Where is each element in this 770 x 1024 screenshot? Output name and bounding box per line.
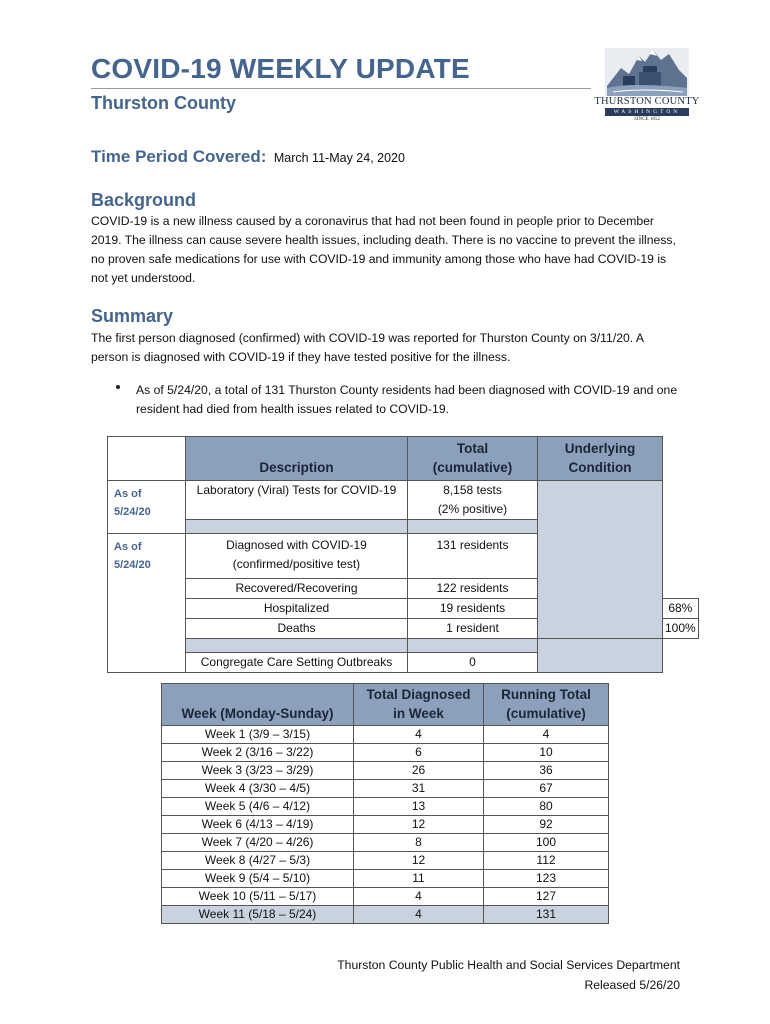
- as-of-label: [108, 481, 186, 534]
- recovered-description: Recovered/Recovering: [186, 578, 408, 598]
- as-of-line2: 5/24/20: [114, 506, 151, 518]
- week-label: Week 5 (4/6 – 4/12): [162, 798, 354, 816]
- week-label: Week 2 (3/16 – 3/22): [162, 744, 354, 762]
- week-running-total: 80: [484, 798, 609, 816]
- logo-state-banner: WASHINGTON: [605, 108, 689, 116]
- week-running-total: 123: [484, 870, 609, 888]
- summary-header-underlying-line2: Condition: [568, 460, 632, 475]
- time-period-label: Time Period Covered:: [91, 147, 267, 166]
- week-diagnosed: 4: [354, 906, 484, 924]
- summary-header-underlying: [538, 437, 663, 481]
- as-of-line1: As of: [114, 541, 142, 553]
- weekly-table: [161, 683, 609, 924]
- week-diagnosed: 12: [354, 852, 484, 870]
- bullet-icon: [116, 385, 120, 389]
- deaths-underlying: 100%: [663, 618, 699, 638]
- blank-cell: [108, 618, 186, 638]
- week-running-total: 131: [484, 906, 609, 924]
- blank-cell: [108, 652, 186, 672]
- deaths-total: 1 resident: [408, 618, 538, 638]
- outbreaks-total: 0: [408, 652, 538, 672]
- as-of-label: [108, 534, 186, 579]
- footer-department: Thurston County Public Health and Social Services Department: [337, 958, 680, 972]
- table-row: [162, 870, 609, 888]
- summary-bullet: As of 5/24/20, a total of 131 Thurston County residents had been diagnosed with COVID-19 and one resident had died from health issues related to COVID-19.: [136, 383, 678, 416]
- weekly-header-diagnosed: [354, 684, 484, 726]
- diagnosed-description: [186, 534, 408, 579]
- background-text: COVID-19 is a new illness caused by a coronavirus that had not been found in people prior to December 2019. The illness can cause severe health issues, including death. There is no vaccine to prevent the illness, no proven safe medications for use with COVID-19 and immunity among those who have had COVID-19 is not yet understood.: [91, 214, 676, 285]
- table-row: [162, 726, 609, 744]
- week-label: Week 6 (4/13 – 4/19): [162, 816, 354, 834]
- page-title: COVID-19 WEEKLY UPDATE: [91, 53, 470, 84]
- summary-header-total-line1: Total: [456, 441, 489, 456]
- tests-total-line1: 8,158 tests: [443, 483, 502, 497]
- week-label: Week 1 (3/9 – 3/15): [162, 726, 354, 744]
- week-running-total: 10: [484, 744, 609, 762]
- spacer-cell: [408, 638, 538, 652]
- table-row: [162, 762, 609, 780]
- time-period: [91, 147, 405, 167]
- week-diagnosed: 12: [354, 816, 484, 834]
- logo-since-text: SINCE 1852: [634, 117, 660, 122]
- week-running-total: 92: [484, 816, 609, 834]
- spacer-cell: [186, 520, 408, 534]
- weekly-header-running-line1: Running Total: [501, 687, 591, 702]
- blank-cell: [108, 598, 186, 618]
- week-label: Week 8 (4/27 – 5/3): [162, 852, 354, 870]
- diagnosed-description-line1: Diagnosed with COVID-19: [226, 538, 367, 552]
- week-label: Week 4 (3/30 – 4/5): [162, 780, 354, 798]
- diagnosed-description-line2: (confirmed/positive test): [232, 557, 361, 571]
- week-running-total: 67: [484, 780, 609, 798]
- as-of-line1: As of: [114, 488, 142, 500]
- table-row: [108, 481, 699, 520]
- summary-table: [107, 436, 699, 673]
- week-label: Week 10 (5/11 – 5/17): [162, 888, 354, 906]
- blank-cell: [108, 578, 186, 598]
- week-diagnosed: 26: [354, 762, 484, 780]
- week-label: Week 3 (3/23 – 3/29): [162, 762, 354, 780]
- summary-header-description: Description: [186, 437, 408, 481]
- week-label: Week 9 (5/4 – 5/10): [162, 870, 354, 888]
- table-row: [162, 852, 609, 870]
- deaths-description: Deaths: [186, 618, 408, 638]
- weekly-header-row: [162, 684, 609, 726]
- logo-county-name: THURSTON COUNTY: [594, 96, 700, 107]
- table-row: [162, 834, 609, 852]
- diagnosed-total: 131 residents: [408, 534, 538, 579]
- background-heading: Background: [91, 190, 197, 210]
- weekly-header-diagnosed-line2: in Week: [393, 706, 444, 721]
- weekly-header-running-line2: (cumulative): [506, 706, 586, 721]
- spacer-cell: [408, 520, 538, 534]
- spacer-cell: [186, 638, 408, 652]
- outbreaks-description: Congregate Care Setting Outbreaks: [186, 652, 408, 672]
- footer-released: Released 5/26/20: [584, 978, 680, 992]
- table-row: [162, 816, 609, 834]
- weekly-header-week: Week (Monday-Sunday): [162, 684, 354, 726]
- week-diagnosed: 4: [354, 888, 484, 906]
- summary-text: The first person diagnosed (confirmed) with COVID-19 was reported for Thurston County on 3/11/20. A person is diagnosed with COVID-19 if they have tested positive for the illness.: [91, 331, 644, 364]
- week-diagnosed: 8: [354, 834, 484, 852]
- week-diagnosed: 4: [354, 726, 484, 744]
- time-period-value: March 11-May 24, 2020: [273, 151, 405, 165]
- summary-header-total: [408, 437, 538, 481]
- table-row: [162, 744, 609, 762]
- title-divider: [91, 88, 591, 89]
- weekly-header-diagnosed-line1: Total Diagnosed: [366, 687, 471, 702]
- week-running-total: 127: [484, 888, 609, 906]
- recovered-total: 122 residents: [408, 578, 538, 598]
- week-running-total: 112: [484, 852, 609, 870]
- weekly-header-running: [484, 684, 609, 726]
- week-diagnosed: 6: [354, 744, 484, 762]
- hospitalized-description: Hospitalized: [186, 598, 408, 618]
- summary-header-underlying-line1: Underlying: [564, 441, 636, 456]
- hospitalized-underlying: 68%: [663, 598, 699, 618]
- tests-description: Laboratory (Viral) Tests for COVID-19: [186, 481, 408, 520]
- week-diagnosed: 31: [354, 780, 484, 798]
- week-running-total: 36: [484, 762, 609, 780]
- underlying-shaded-cell: [538, 638, 663, 672]
- week-label: Week 7 (4/20 – 4/26): [162, 834, 354, 852]
- tests-total-line2: (2% positive): [437, 502, 508, 516]
- week-diagnosed: 11: [354, 870, 484, 888]
- week-running-total: 100: [484, 834, 609, 852]
- week-label: Week 11 (5/18 – 5/24): [162, 906, 354, 924]
- spacer-row: [108, 638, 699, 652]
- underlying-shaded-cell: [538, 481, 663, 639]
- page-subtitle: Thurston County: [91, 93, 236, 113]
- footer: [337, 955, 680, 995]
- summary-header-blank: [108, 437, 186, 481]
- table-row: [162, 798, 609, 816]
- summary-heading: Summary: [91, 306, 174, 326]
- table-row: [162, 780, 609, 798]
- tests-total: [408, 481, 538, 520]
- table-row: [162, 906, 609, 924]
- week-running-total: 4: [484, 726, 609, 744]
- hospitalized-total: 19 residents: [408, 598, 538, 618]
- summary-header-total-line2: (cumulative): [432, 460, 513, 475]
- week-diagnosed: 13: [354, 798, 484, 816]
- as-of-line2: 5/24/20: [114, 559, 151, 571]
- summary-table-header-row: [108, 437, 699, 481]
- table-row: [162, 888, 609, 906]
- blank-cell: [108, 638, 186, 652]
